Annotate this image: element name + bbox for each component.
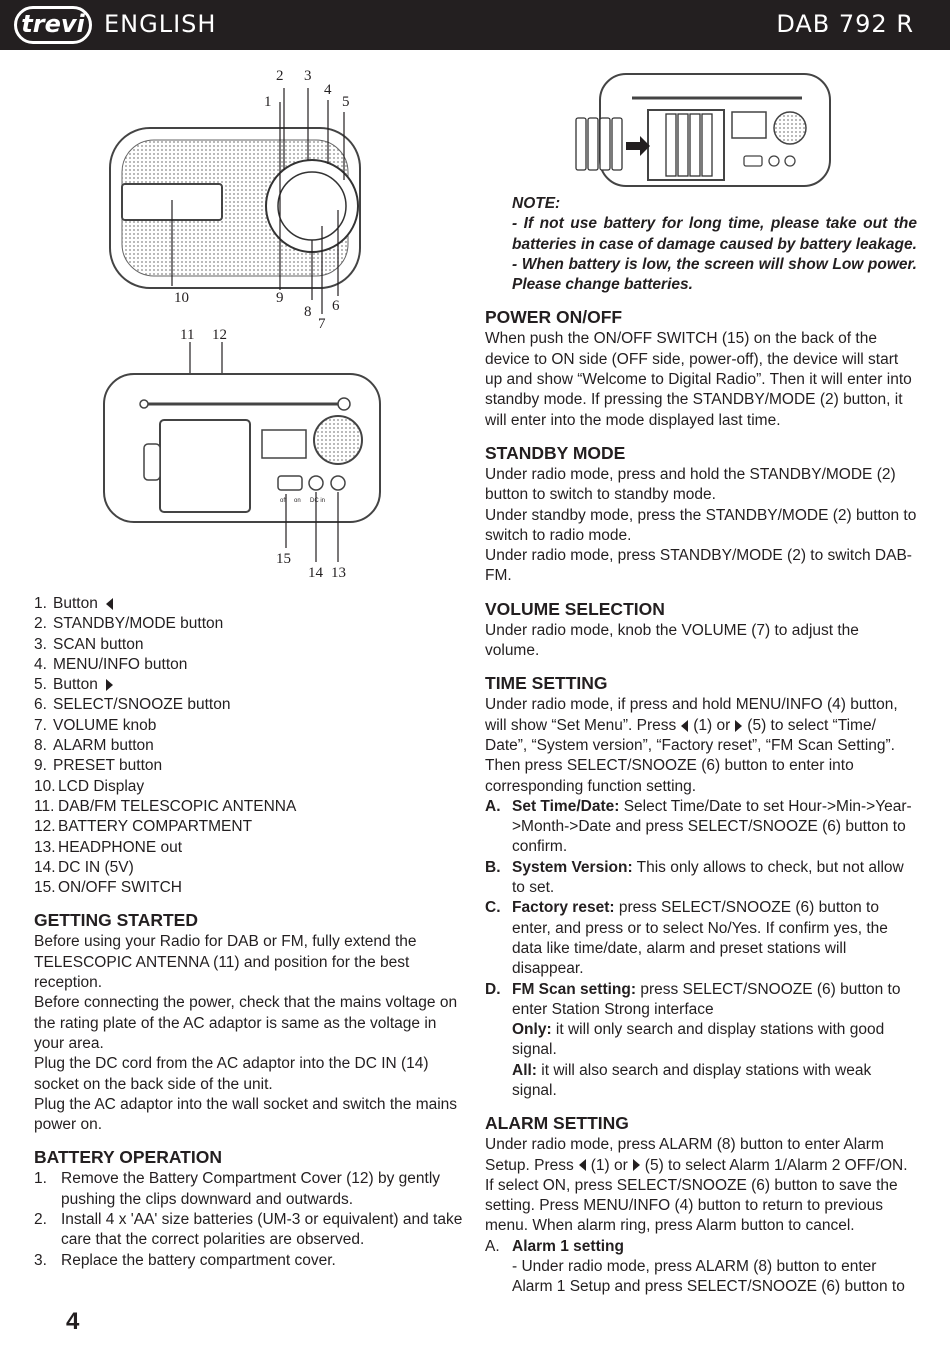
battery-operation-section [34,1145,466,1270]
note-line: - If not use battery for long time, please take out the batteries in case of damage caused by battery leakage. [512,215,917,253]
model-name: DAB 792 R [776,10,914,38]
parts-list-item: 2. STANDBY/MODE button [34,615,224,633]
parts-list-item: 12. BATTERY COMPARTMENT [34,818,253,836]
alarm-section [485,1111,917,1297]
arrow-right-icon [106,679,113,691]
page-number: 4 [66,1308,80,1335]
svg-text:on: on [294,498,301,504]
parts-list-item: 13. HEADPHONE out [34,838,183,856]
sub-option: All: it will also search and display stations with weak signal. [512,1061,872,1099]
parts-list-item: 5. Button [34,675,466,695]
callout-13: 13 [331,565,346,581]
time-options [485,797,917,1101]
alarm-options [485,1237,917,1298]
parts-list-item: 8. ALARM button [34,737,154,755]
section-heading: STANDBY MODE [485,442,626,463]
sub-option: Only: it will only search and display stations with good signal. [512,1021,885,1059]
callout-1: 1 [264,94,272,110]
parts-list-item: 9. PRESET button [34,757,163,775]
standby-section [485,441,917,587]
parts-list-item: 3. SCAN button [34,635,144,653]
section-heading: BATTERY OPERATION [34,1147,222,1168]
section-heading: TIME SETTING [485,673,608,694]
paragraph: Under standby mode, press the STANDBY/MODE (2) button to switch to radio mode. [485,506,917,544]
parts-list [34,594,466,898]
arrow-left-icon [106,598,113,610]
paragraph: When push the ON/OFF SWITCH (15) on the back of the device to ON side (OFF side, power-off), the device will start up and show “Welcome to Digital Radio”. Then it will enter into standby mode. If pressing the STANDBY/MODE (2) button, it will enter into the mode displayed last time. [485,330,912,429]
list-item: A. Alarm 1 setting - Under radio mode, press ALARM (8) button to enter Alarm 1 Setup and press SELECT/SNOOZE (6) button to [485,1237,917,1298]
back-view-diagram [100,322,390,584]
parts-list-item: 7. VOLUME knob [34,716,157,734]
svg-text:off: off [280,498,287,504]
callout-12: 12 [212,327,227,343]
arrow-left-icon [681,720,688,732]
callout-10: 10 [174,290,189,306]
callout-4: 4 [324,82,332,98]
front-view-diagram [100,60,370,330]
list-item: C. Factory reset: press SELECT/SNOOZE (6) button to enter, and press or to select No/Yes. If confirm yes, the data like time/date, alarm and preset stations will disappear. [485,899,888,978]
callout-7: 7 [318,316,326,330]
section-heading: ALARM SETTING [485,1113,629,1134]
volume-section [485,597,917,662]
parts-list-item: 14. DC IN (5V) [34,858,134,876]
section-heading: POWER ON/OFF [485,307,623,328]
list-item: 1. Remove the Battery Compartment Cover (12) by gently pushing the clips downward and outwards. [34,1170,441,1208]
list-item: 2. Install 4 x 'AA' size batteries (UM-3 or equivalent) and take care that the correct polarities are observed. [34,1211,463,1249]
parts-list-item: 4. MENU/INFO button [34,655,188,673]
list-item: D. FM Scan setting: press SELECT/SNOOZE (6) button to enter Station Strong interface Only: it will only search and display stations with good signal. All: it will also search and display stations with weak signal. [485,980,917,1102]
parts-list-item: 10. LCD Display [34,777,145,795]
power-section [485,305,917,430]
note-block [485,194,917,295]
section-heading: VOLUME SELECTION [485,598,665,619]
list-item: 3. Replace the battery compartment cover. [34,1251,336,1269]
callout-6: 6 [332,298,340,314]
rear-speaker [314,416,362,464]
paragraph: Before connecting the power, check that the mains voltage on the rating plate of the AC adaptor is same as the voltage in your area. [34,994,458,1052]
callout-3: 3 [304,68,312,84]
parts-list-item: 6. SELECT/SNOOZE button [34,696,231,714]
arrow-right-icon [735,720,742,732]
paragraph: Plug the AC adaptor into the wall socket and switch the mains power on. [34,1095,458,1134]
paragraph: Under radio mode, if press and hold MENU/INFO (4) button, will show “Set Menu”. Press (1) or (5) to select “Time/ Date”, “System version”, “Factory reset”, “FM Scan Setting”. Then press SELECT/SNOOZE (6) button to enter into corresponding function setting. [485,696,898,795]
battery-steps [34,1169,466,1270]
on-off-switch-graphic [278,476,302,490]
language-label: ENGLISH [104,10,217,38]
parts-list-item: 1. Button [34,594,466,614]
callout-2: 2 [276,68,284,84]
brand-logo: trevi [14,6,92,44]
paragraph: Under radio mode, press ALARM (8) button to enter Alarm Setup. Press (1) or (5) to select Alarm 1/Alarm 2 OFF/ON. If select ON, press SELECT/SNOOZE (6) button to save the setting. Press MENU/INFO (4) button to return to previous menu. When alarm ring, press Alarm button to cancel. [485,1136,908,1235]
left-column [34,594,466,1271]
battery-cover [160,420,250,512]
callout-9: 9 [276,290,284,306]
note-line: - When battery is low, the screen will show Low power. Please change batteries. [512,255,917,294]
parts-list-item: 11. DAB/FM TELESCOPIC ANTENNA [34,797,297,815]
page-header [0,0,950,50]
paragraph: Under radio mode, press STANDBY/MODE (2) to switch DAB-FM. [485,547,912,585]
right-column [485,194,917,1298]
list-item: B. System Version: This only allows to check, but not allow to set. [485,858,904,897]
callout-11: 11 [180,327,195,343]
paragraph: Under radio mode, knob the VOLUME (7) to adjust the volume. [485,621,859,660]
parts-list-item: 15. ON/OFF SWITCH [34,879,182,897]
callout-15: 15 [276,551,291,567]
arrow-right-icon [633,1159,640,1171]
label-plate [262,430,306,458]
note-title: NOTE: [512,195,561,212]
getting-started-section [34,908,466,1135]
headphone-jack [331,476,345,490]
section-heading: GETTING STARTED [34,910,198,931]
paragraph: Plug the DC cord from the AC adaptor into the DC IN (14) socket on the back side of the unit. [34,1055,429,1093]
time-section [485,671,917,1101]
svg-text:DC in: DC in [310,498,326,504]
paragraph: Under radio mode, press and hold the STANDBY/MODE (2) button to switch to standby mode. [485,465,896,504]
arrow-left-icon [579,1159,586,1171]
battery-insertion-diagram [570,70,832,190]
list-item: A. Set Time/Date: Select Time/Date to set Hour->Min->Year->Month->Date and press SELECT/SNOOZE (6) button to confirm. [485,797,912,856]
callout-5: 5 [342,94,350,110]
callout-8: 8 [304,304,312,320]
callout-14: 14 [308,565,323,581]
paragraph: Before using your Radio for DAB or FM, fully extend the TELESCOPIC ANTENNA (11) and position for the best reception. [34,933,417,992]
sub-option: - Under radio mode, press ALARM (8) button to enter Alarm 1 Setup and press SELECT/SNOOZE (6) button to [512,1258,905,1296]
dc-in-jack [309,476,323,490]
